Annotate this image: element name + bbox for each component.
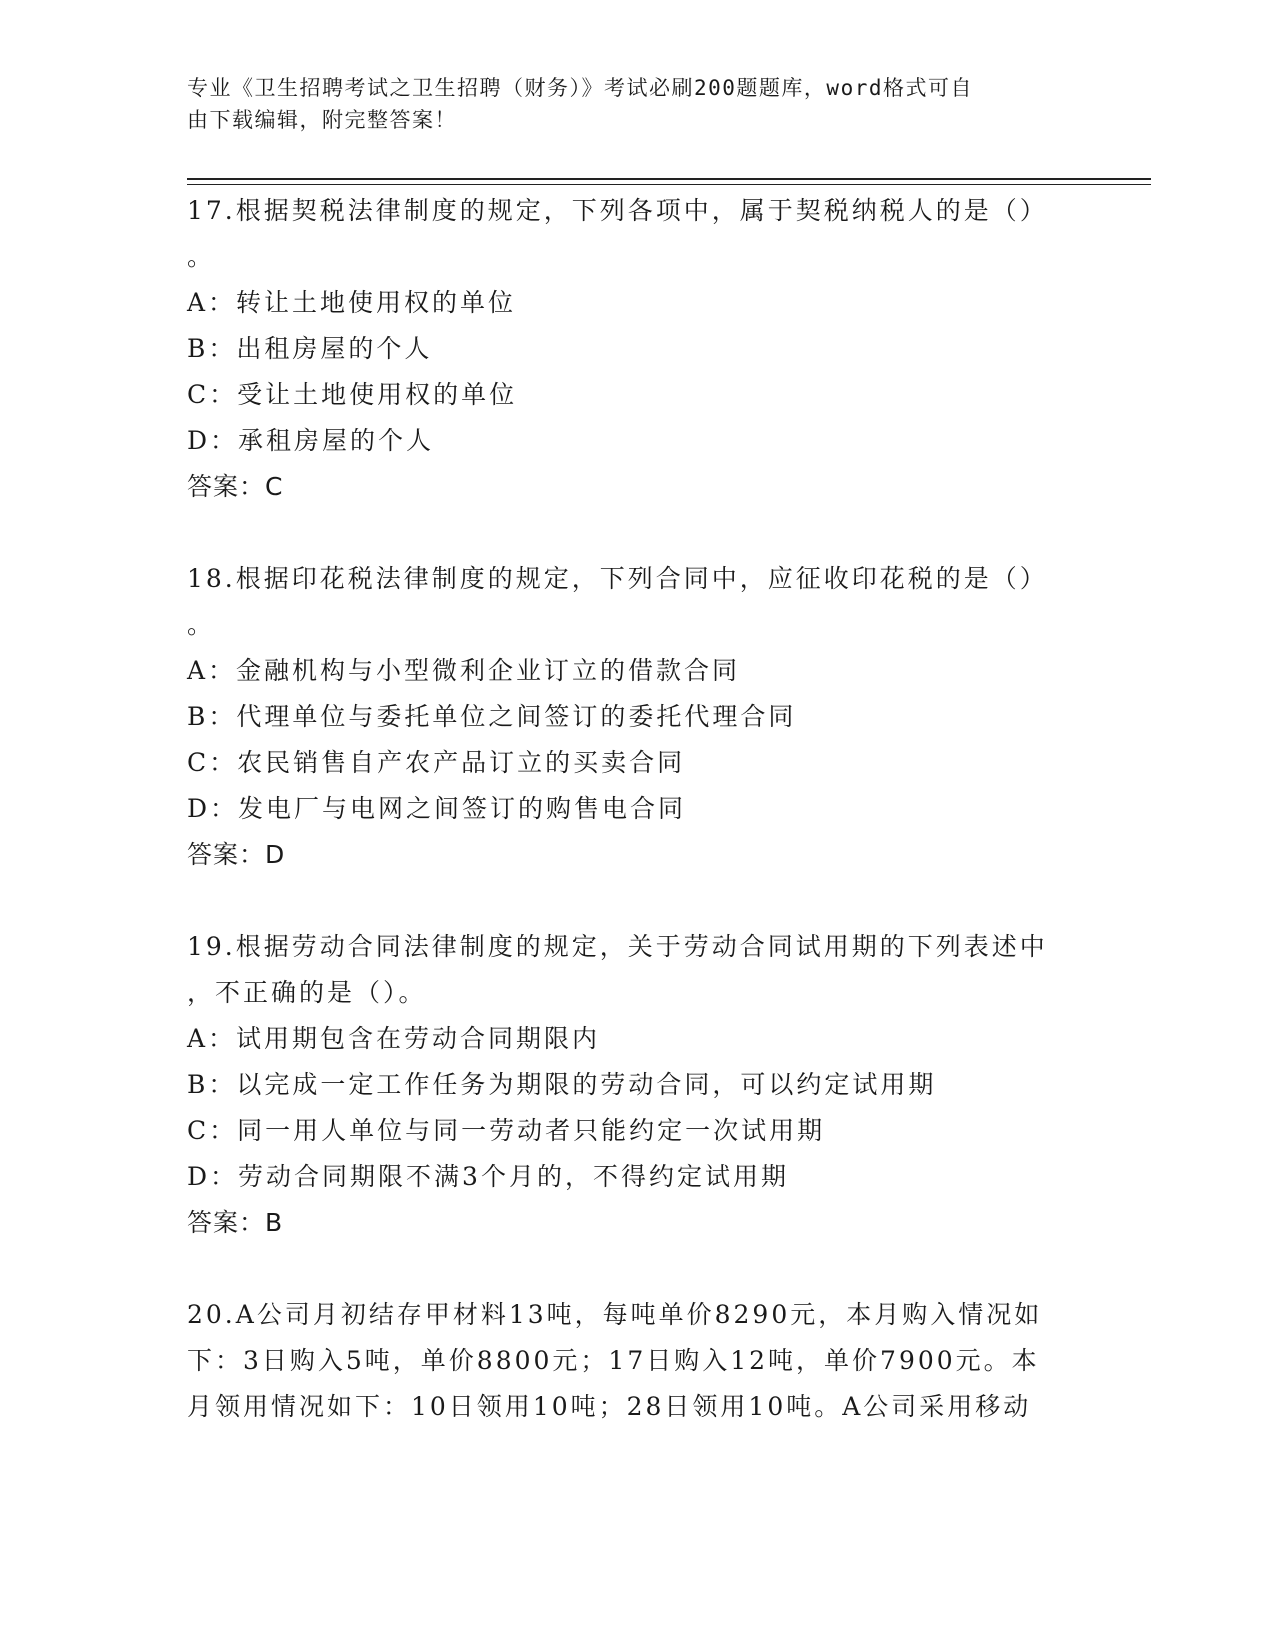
question-stem: 月领用情况如下：10日领用10吨；28日领用10吨。A公司采用移动 (187, 1392, 1032, 1421)
option-a: A：金融机构与小型微利企业订立的借款合同 (187, 656, 741, 685)
header-line-2: 由下载编辑，附完整答案！ (187, 108, 457, 132)
option-c: C：农民销售自产农产品订立的买卖合同 (187, 748, 686, 777)
option-a: A：试用期包含在劳动合同期限内 (187, 1024, 601, 1053)
question-stem: 。 (187, 242, 216, 271)
question-spacer (187, 878, 1087, 924)
question-stem: 下：3日购入5吨，单价8800元；17日购入12吨，单价7900元。本 (187, 1346, 1040, 1375)
question-stem: 。 (187, 610, 216, 639)
question-19 (187, 924, 1087, 1246)
option-d: D：承租房屋的个人 (187, 426, 435, 455)
option-a: A：转让土地使用权的单位 (187, 288, 517, 317)
question-spacer (187, 1246, 1087, 1292)
question-stem: 20.A公司月初结存甲材料13吨，每吨单价8290元，本月购入情况如 (187, 1300, 1043, 1329)
question-20 (187, 1292, 1087, 1430)
option-b: B：代理单位与委托单位之间签订的委托代理合同 (187, 702, 797, 731)
answer: 答案：C (187, 472, 284, 501)
question-list (187, 188, 1087, 1430)
answer: 答案：B (187, 1208, 284, 1237)
header-line-1: 专业《卫生招聘考试之卫生招聘（财务）》考试必刷200题题库，word格式可自 (187, 76, 973, 100)
option-b: B：以完成一定工作任务为期限的劳动合同，可以约定试用期 (187, 1070, 937, 1099)
option-d: D：劳动合同期限不满3个月的，不得约定试用期 (187, 1162, 789, 1191)
question-spacer (187, 510, 1087, 556)
header-divider-thin (187, 184, 1151, 185)
question-stem: 19.根据劳动合同法律制度的规定，关于劳动合同试用期的下列表述中 (187, 932, 1048, 961)
question-stem: 17.根据契税法律制度的规定，下列各项中，属于契税纳税人的是（） (187, 196, 1048, 225)
question-18 (187, 556, 1087, 878)
question-17 (187, 188, 1087, 510)
question-stem: ，不正确的是（）。 (187, 978, 427, 1007)
header-divider-thick (187, 178, 1151, 180)
option-d: D：发电厂与电网之间签订的购售电合同 (187, 794, 687, 823)
answer: 答案：D (187, 840, 286, 869)
option-c: C：同一用人单位与同一劳动者只能约定一次试用期 (187, 1116, 826, 1145)
question-stem: 18.根据印花税法律制度的规定，下列合同中，应征收印花税的是（） (187, 564, 1048, 593)
option-c: C：受让土地使用权的单位 (187, 380, 518, 409)
document-header (187, 72, 1067, 136)
option-b: B：出租房屋的个人 (187, 334, 433, 363)
